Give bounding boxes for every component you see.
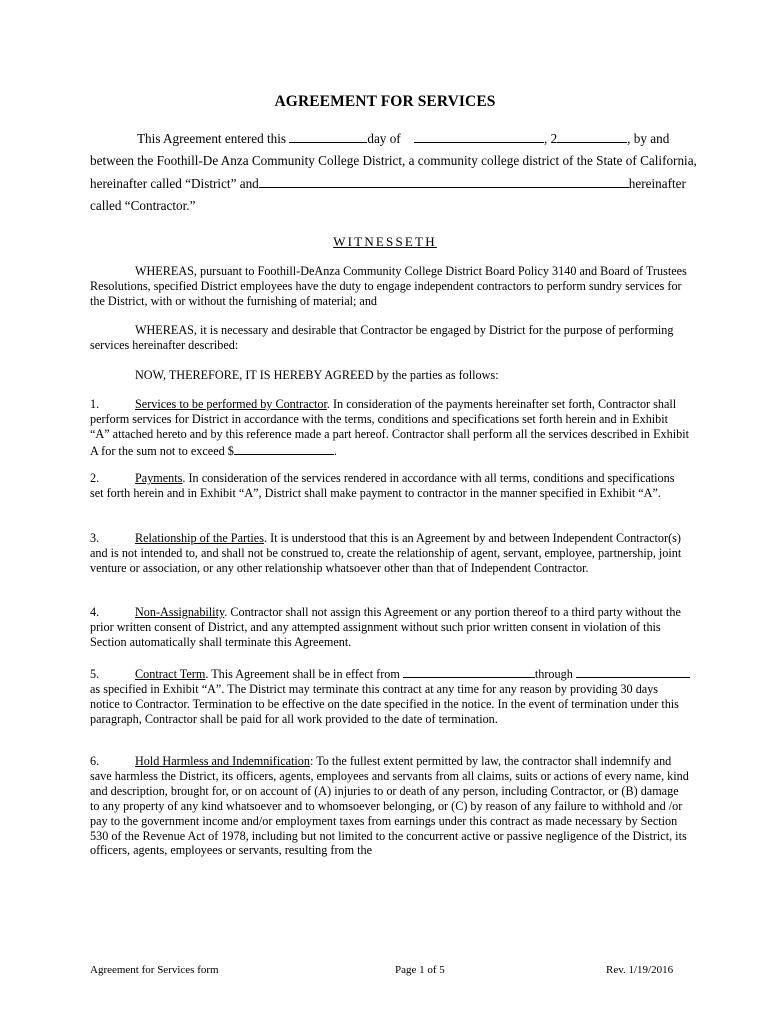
section-number: 5. xyxy=(90,667,100,681)
section-6 xyxy=(90,754,690,858)
whereas-paragraph-1: WHEREAS, pursuant to Foothill-DeAnza Community College District Board Policy 3140 and Board of Trustees Resolutions, specified District employees have the duty to engage independent contractors to perform sundry services for the District, with or without the furnishing of material; and xyxy=(90,264,687,308)
footer-page-number: Page 1 of 5 xyxy=(395,964,445,976)
section-text: . It is understood that this is an Agreement by and between Independent Contractor(s) and is not intended to, and shall not be construed to, create the relationship of agent, servant, employee, partnership, joint venture or association, or any other relationship whatsoever other than that of Independent Contractor. xyxy=(90,531,682,575)
year-blank[interactable] xyxy=(557,130,627,143)
section-number: 1. xyxy=(90,397,100,411)
intro-line-1 xyxy=(137,130,669,146)
footer-form-name: Agreement for Services form xyxy=(90,964,219,976)
section-number: 3. xyxy=(90,531,100,545)
intro-text-byand: , by and xyxy=(627,131,670,146)
intro-text-district: hereinafter called “District” and xyxy=(90,176,259,191)
section-heading: Non-Assignability xyxy=(135,605,225,619)
end-date-blank[interactable] xyxy=(576,665,690,678)
section-2 xyxy=(90,471,690,501)
month-blank[interactable] xyxy=(414,130,544,143)
intro-line-2: between the Foothill-De Anza Community College District, a community college district of the State of California, xyxy=(90,153,697,168)
section-heading: Services to be performed by Contractor xyxy=(135,397,327,411)
section-heading: Hold Harmless and Indemnification xyxy=(135,754,310,768)
contractor-name-blank[interactable] xyxy=(259,175,629,188)
section-heading: Contract Term xyxy=(135,667,206,681)
section-1: 1. Services to be performed by Contractor. In consideration of the payments hereinafter set forth, Contractor shall perform services for District in accordance with the terms, conditions and specifications set forth herein and in Exhibit “A” attached hereto and by this reference made a part hereof. Contractor shall perform all the services described in Exhibit A for the sum not to exceed $ . xyxy=(90,397,689,458)
section-text: . In consideration of the payments hereinafter set forth, Contractor shall perform services for District in accordance with the terms, conditions and specifications set forth herein and in Exhibit “A” attached hereto and by this reference made a part hereof. Contractor shall perform all the services described in Exhibit A for the sum not to exceed $ xyxy=(90,397,689,458)
section-text: . This Agreement shall be in effect from xyxy=(205,667,403,681)
day-blank[interactable] xyxy=(289,130,367,143)
intro-line-3 xyxy=(90,175,686,191)
intro-text-hereinafter: hereinafter xyxy=(628,176,686,191)
intro-text-entered: This Agreement entered this xyxy=(137,131,287,146)
section-number: 4. xyxy=(90,605,100,619)
intro-text-year: , 2 xyxy=(543,131,558,146)
footer-revision: Rev. 1/19/2016 xyxy=(606,964,674,976)
whereas-paragraph-2: WHEREAS, it is necessary and desirable that Contractor be engaged by District for the purpose of performing services hereinafter described: xyxy=(90,323,674,352)
section-text: . Contractor shall not assign this Agreement or any portion thereof to a third party without the prior written consent of District, and any attempted assignment without such prior written consent in violation of this Section automatically shall terminate this Agreement. xyxy=(90,605,681,649)
document-title: AGREEMENT FOR SERVICES xyxy=(274,93,496,110)
intro-line-4: called “Contractor.” xyxy=(90,198,196,213)
now-therefore-paragraph: NOW, THEREFORE, IT IS HEREBY AGREED by the parties as follows: xyxy=(135,368,499,382)
section-number: 2. xyxy=(90,471,100,485)
section-heading: Relationship of the Parties xyxy=(135,531,264,545)
section-5: 5. Contract Term. This Agreement shall be in effect from through as specified in Exhibit “A”. The District may terminate this contract at any time for any reason by providing 30 days notice to Contractor. Termination to be effective on the date specified in the notice. In the event of termination under this paragraph, Contractor shall be paid for all work provided to the date of termination. xyxy=(90,665,690,727)
section-text: : To the fullest extent permitted by law, the contractor shall indemnify and save harmless the District, its officers, agents, employees and servants from all claims, suits or actions of every name, kind and description, brought for, or on account of (A) injuries to or death of any person, including Contractor, or (B) damage to any property of any kind whatsoever and to whomsoever belonging, or (C) by reason of any failure to withhold and /or pay to the government income and/or employment taxes from earnings under this contract as made necessary by Section 530 of the Revenue Act of 1978, including but not limited to the concurrent active or passive negligence of the District, its officers, agents, employees or servants, resulting from the xyxy=(90,754,689,858)
section-heading: Payments xyxy=(135,471,183,485)
intro-text-dayof: day of xyxy=(367,131,401,146)
section-3 xyxy=(90,531,690,576)
witnesseth-heading: WITNESSETH xyxy=(333,234,437,249)
start-date-blank[interactable] xyxy=(403,665,535,678)
amount-blank[interactable] xyxy=(234,442,334,455)
section-4 xyxy=(90,605,690,650)
section-text: . In consideration of the services rendered in accordance with all terms, conditions and specifications set forth herein and in Exhibit “A”, District shall make payment to contractor in the manner specified in Exhibit “A”. xyxy=(90,471,675,500)
section-number: 6. xyxy=(90,754,100,768)
